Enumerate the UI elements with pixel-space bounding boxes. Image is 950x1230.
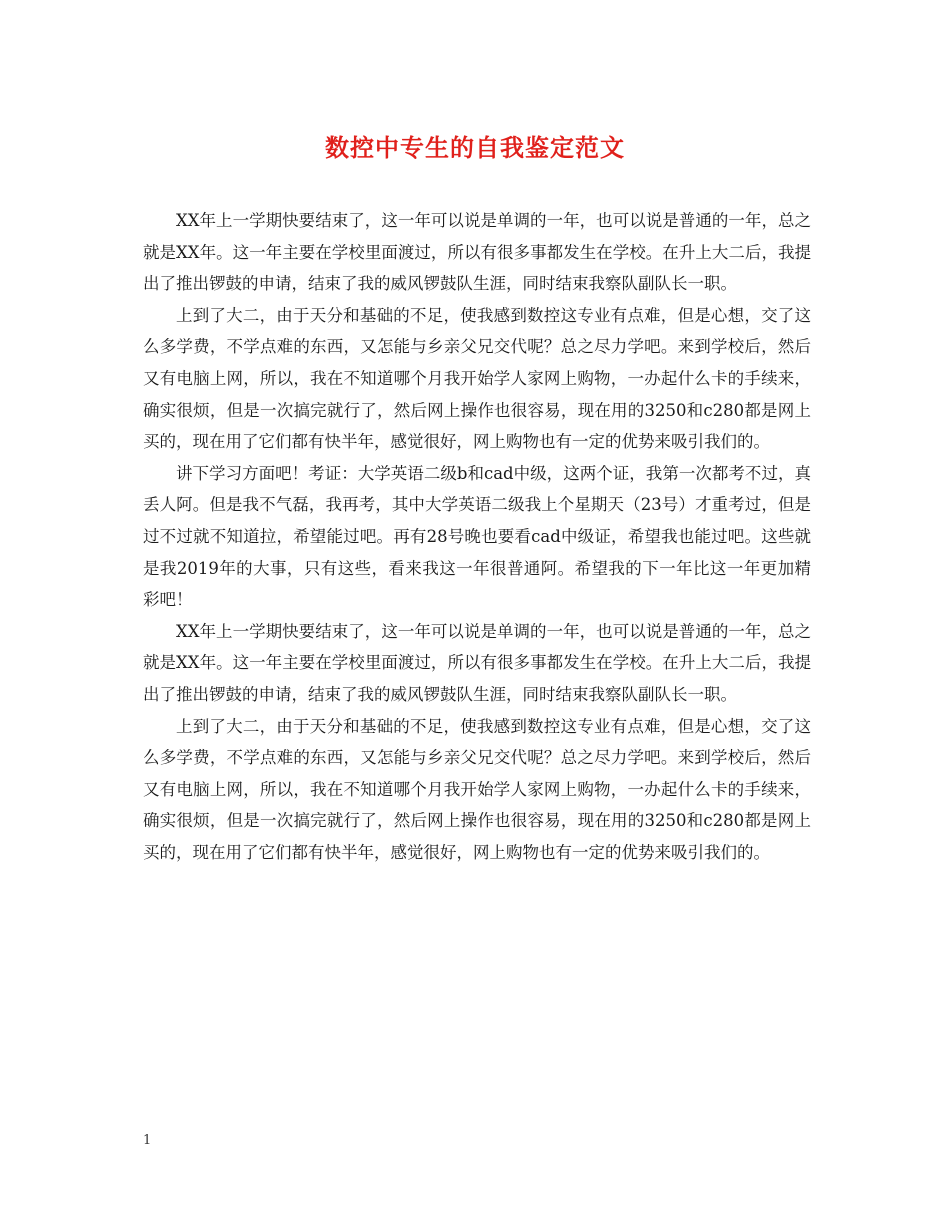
- paragraph-1: XX年上一学期快要结束了，这一年可以说是单调的一年，也可以说是普通的一年，总之就是XX年。这一年主要在学校里面渡过，所以有很多事都发生在学校。在升上大二后，我提出了推出锣鼓的申请，结束了我的威风锣鼓队生涯，同时结束我察队副队长一职。: [143, 211, 811, 294]
- document-title: 数控中专生的自我鉴定范文: [325, 133, 625, 162]
- paragraph-2: 上到了大二，由于天分和基础的不足，使我感到数控这专业有点难，但是心想，交了这么多学费，不学点难的东西，又怎能与乡亲父兄交代呢？总之尽力学吧。来到学校后，然后又有电脑上网，所以，我在不知道哪个月我开始学人家网上购物，一办起什么卡的手续来，确实很烦，但是一次搞完就行了，然后网上操作也很容易，现在用的3250和c280都是网上买的，现在用了它们都有快半年，感觉很好，网上购物也有一定的优势来吸引我们的。: [143, 305, 811, 452]
- page-number: 1: [143, 1133, 152, 1148]
- document-body: [143, 205, 811, 868]
- paragraph-3: 讲下学习方面吧！考证：大学英语二级b和cad中级，这两个证，我第一次都考不过，真丢人阿。但是我不气磊，我再考，其中大学英语二级我上个星期天（23号）才重考过，但是过不过就不知道拉，希望能过吧。再有28号晚也要看cad中级证，希望我也能过吧。这些就是我2019年的大事，只有这些，看来我这一年很普通阿。希望我的下一年比这一年更加精彩吧！: [143, 463, 811, 610]
- paragraph-4: XX年上一学期快要结束了，这一年可以说是单调的一年，也可以说是普通的一年，总之就是XX年。这一年主要在学校里面渡过，所以有很多事都发生在学校。在升上大二后，我提出了推出锣鼓的申请，结束了我的威风锣鼓队生涯，同时结束我察队副队长一职。: [143, 621, 811, 704]
- paragraph-5: 上到了大二，由于天分和基础的不足，使我感到数控这专业有点难，但是心想，交了这么多学费，不学点难的东西，又怎能与乡亲父兄交代呢？总之尽力学吧。来到学校后，然后又有电脑上网，所以，我在不知道哪个月我开始学人家网上购物，一办起什么卡的手续来，确实很烦，但是一次搞完就行了，然后网上操作也很容易，现在用的3250和c280都是网上买的，现在用了它们都有快半年，感觉很好，网上购物也有一定的优势来吸引我们的。: [143, 716, 811, 862]
